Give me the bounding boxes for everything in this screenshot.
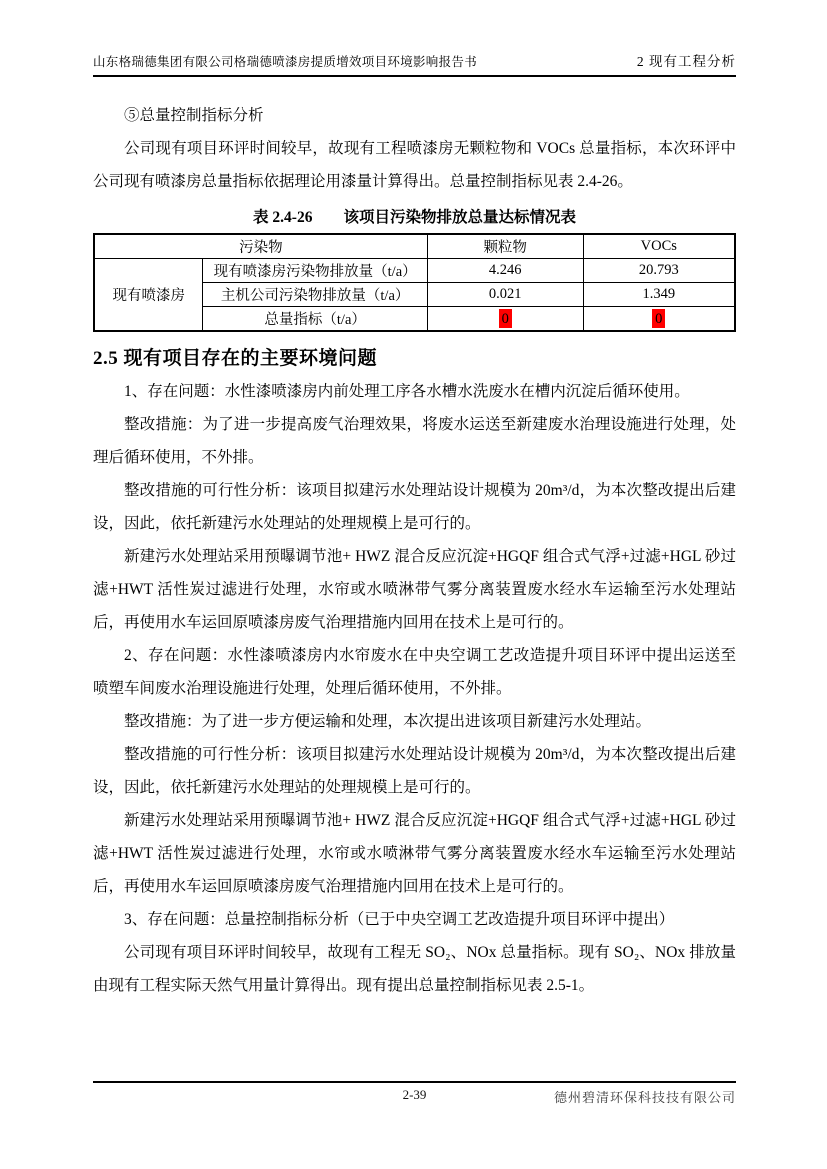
col-header-pollutant: 污染物 [94,234,427,259]
intro-paragraph: 公司现有项目环评时间较早，故现有工程喷漆房无颗粒物和 VOCs 总量指标，本次环评中公司现有喷漆房总量指标依据理论用漆量计算得出。总量控制指标见表 2.4-26。 [93,140,736,190]
highlighted-total-quota-particulate: 0 [499,309,512,328]
row-label: 总量指标（t/a） [203,307,427,332]
running-header [93,50,736,77]
particulate-value: 4.246 [427,259,583,283]
page-content [93,99,736,1002]
vocs-value [583,307,735,332]
item5-heading-paragraph: ⑤总量控制指标分析 [124,107,264,124]
section-heading-2-5: 2.5 现有项目存在的主要环境问题 [93,348,378,369]
paragraph: 公司现有项目环评时间较早，故现有工程无 SO₂、NOx 总量指标。现有 SO₂、NOx 排放量由现有工程实际天然气用量计算得出。现有提出总量控制指标见表 2.5-1。 [93,944,736,994]
paragraph: 新建污水处理站采用预曝调节池+ HWZ 混合反应沉淀+HGQF 组合式气浮+过滤+HGL 砂过滤+HWT 活性炭过滤进行处理，水帘或水喷淋带气雾分离装置废水经水车运输至污水处理站后，再使用水车运回原喷漆房废气治理措施内回用在技术上是可行的。 [93,548,736,631]
paragraph: 2、存在问题：水性漆喷漆房内水帘废水在中央空调工艺改造提升项目环评中提出运送至喷塑车间废水治理设施进行处理，处理后循环使用，不外排。 [93,647,736,697]
particulate-value [427,307,583,332]
table-header-row [94,234,735,259]
paragraph: 3、存在问题：总量控制指标分析（已于中央空调工艺改造提升项目环评中提出） [124,911,675,928]
paragraph: 新建污水处理站采用预曝调节池+ HWZ 混合反应沉淀+HGQF 组合式气浮+过滤+HGL 砂过滤+HWT 活性炭过滤进行处理，水帘或水喷淋带气雾分离装置废水经水车运输至污水处理站后，再使用水车运回原喷漆房废气治理措施内回用在技术上是可行的。 [93,812,736,895]
row-group-label: 现有喷漆房 [94,259,203,332]
paragraph: 整改措施：为了进一步提高废气治理效果，将废水运送至新建废水治理设施进行处理，处理后循环使用，不外排。 [93,416,736,466]
paragraph: 整改措施的可行性分析：该项目拟建污水处理站设计规模为 20m³/d，为本次整改提出后建设，因此，依托新建污水处理站的处理规模上是可行的。 [93,482,736,532]
vocs-value: 20.793 [583,259,735,283]
col-header-vocs: VOCs [583,234,735,259]
col-header-particulate: 颗粒物 [427,234,583,259]
table-caption: 表 2.4-26 该项目污染物排放总量达标情况表 [253,209,576,226]
paragraph: 整改措施：为了进一步方便运输和处理，本次提出进该项目新建污水处理站。 [124,713,652,730]
paragraph: 整改措施的可行性分析：该项目拟建污水处理站设计规模为 20m³/d，为本次整改提出后建设，因此，依托新建污水处理站的处理规模上是可行的。 [93,746,736,796]
footer-company: 德州碧清环保科技技有限公司 [553,1090,736,1105]
page-number: 2-39 [402,1087,427,1102]
highlighted-total-quota-vocs: 0 [652,309,665,328]
running-footer [93,1081,736,1103]
paragraph: 1、存在问题：水性漆喷漆房内前处理工序各水槽水洗废水在槽内沉淀后循环使用。 [124,383,690,400]
table-row [94,259,735,283]
vocs-value: 1.349 [583,283,735,307]
pollutant-quota-table [93,233,736,332]
header-report-title: 山东格瑞德集团有限公司格瑞德喷漆房提质增效项目环境影响报告书 [93,55,478,69]
row-label: 主机公司污染物排放量（t/a） [203,283,427,307]
row-label: 现有喷漆房污染物排放量（t/a） [203,259,427,283]
particulate-value: 0.021 [427,283,583,307]
header-chapter-label: 2 现有工程分析 [636,54,736,69]
